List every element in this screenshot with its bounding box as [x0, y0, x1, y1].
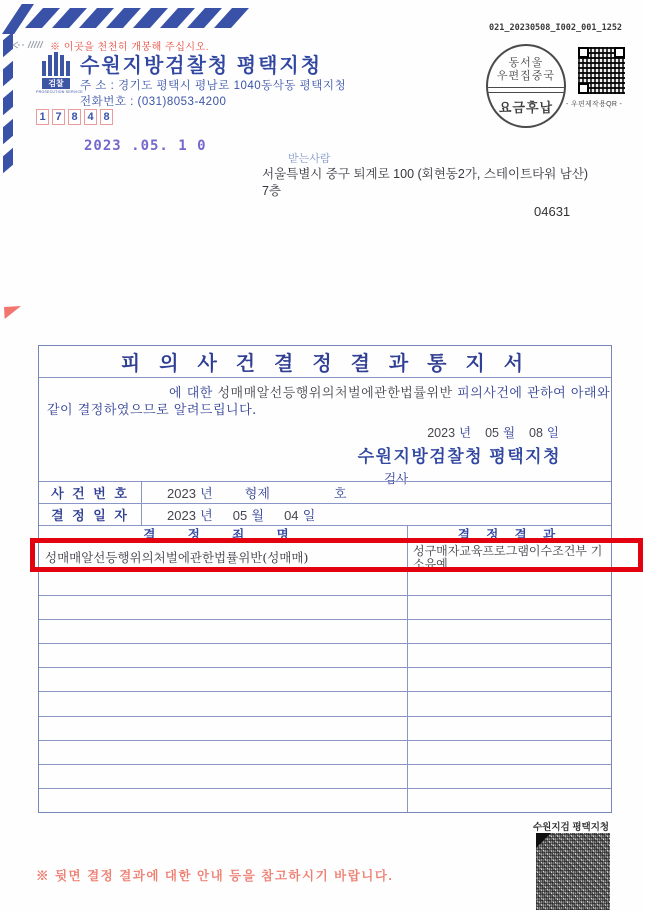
logo-label: 검찰 [42, 78, 70, 89]
issued-date-line [39, 423, 611, 441]
column-header-result: 결 정 결 과 [457, 527, 562, 542]
empty-rows [39, 571, 611, 812]
decision-day: 04 [284, 508, 299, 523]
decision-charge-cell: 성매매알선등행위의처벌에관한법률위반(성매매) [39, 543, 408, 571]
recipient-zipcode: 04631 [534, 204, 571, 219]
decision-date-value [142, 505, 611, 524]
empty-row [39, 764, 611, 788]
logo-bars-icon [36, 52, 76, 76]
empty-row [39, 740, 611, 764]
case-year-unit: 년 [200, 487, 213, 502]
recipient-floor: 7층 [262, 184, 282, 198]
empty-row [39, 595, 611, 619]
decision-date-label: 결 정 일 자 [39, 504, 142, 525]
back-side-warning-note: ※ 뒷면 결정 결과에 대한 안내 등을 참고하시기 바랍니다. [36, 869, 394, 883]
postmark-line2: 우편집중국 [496, 69, 556, 82]
notice-table [38, 345, 612, 813]
postmark-stamp [486, 44, 566, 128]
empty-row [39, 691, 611, 715]
issued-year-unit: 년 [459, 425, 472, 440]
empty-row [39, 643, 611, 667]
postal-digit-box: 8 [68, 109, 81, 125]
recipient-address: 서울특별시 중구 퇴계로 100 (회현동2가, 스테이트타워 남산) [262, 167, 589, 181]
fold-marker-triangle [4, 306, 21, 319]
postmark-divider [488, 87, 564, 93]
logo-sublabel: PROSECUTION SERVICE [36, 90, 83, 94]
qr-caption: - 우편제작용QR - [566, 101, 623, 108]
case-no-unit: 호 [334, 487, 347, 502]
postage-date-stamp: 2023 .05. 1 0 [84, 138, 207, 154]
issued-year: 2023 [427, 426, 456, 440]
postal-qr-code-icon [578, 47, 625, 94]
decision-month: 05 [232, 508, 248, 523]
envelope-stripe [3, 119, 13, 144]
postmark-line1: 동서울 [508, 56, 544, 69]
issued-month-unit: 월 [502, 425, 516, 440]
intro-prefix: 에 대한 [169, 386, 213, 401]
intro-charge: 성매매알선등행위의처벌에관한법률위반 [217, 386, 453, 401]
intro-suffix: 피의사건에 관하여 아래와 [457, 386, 611, 401]
case-year: 2023 [167, 486, 196, 501]
decision-year-unit: 년 [200, 509, 213, 524]
intro-line1 [39, 385, 611, 402]
prosecution-service-logo [36, 52, 83, 94]
notice-title: 피 의 사 건 결 정 결 과 통 지 서 [120, 351, 530, 375]
postal-digit-box: 7 [52, 109, 65, 125]
envelope-stripe [3, 148, 13, 173]
decision-month-unit: 월 [251, 509, 264, 524]
issued-month: 05 [485, 426, 499, 440]
prosecutor-label: 검사 [384, 471, 409, 486]
empty-row [39, 788, 611, 812]
empty-row [39, 667, 611, 691]
empty-row [39, 716, 611, 740]
issued-day: 08 [529, 426, 543, 440]
top-stripes [34, 8, 240, 28]
document-reference-number: 021_20230508_I002_001_1252 [489, 23, 623, 33]
decision-result-cell: 성구매자교육프로그램이수조건부 기소유예 [413, 544, 603, 571]
sender-phone: 전화번호 : (031)8053-4200 [80, 96, 227, 108]
intro-line2: 같이 결정하였으므로 알려드립니다. [47, 403, 257, 418]
decision-day-unit: 일 [302, 509, 316, 524]
case-number-label: 사 건 번 호 [39, 482, 142, 503]
recipient-label: 받는사람 [288, 153, 331, 165]
postal-digit-box: 8 [100, 109, 113, 125]
envelope-corner-stripe [2, 4, 34, 34]
empty-row [39, 619, 611, 643]
notice-intro-cell [39, 377, 611, 486]
postmark-line3: 요금후납 [498, 99, 554, 115]
stamp-corner-triangle [536, 833, 551, 848]
case-number-row [39, 481, 611, 503]
postal-digit-box: 4 [84, 109, 97, 125]
case-number-value [142, 483, 611, 502]
issuing-office: 수원지방검찰청 평택지청 [357, 447, 561, 466]
red-highlight-box [30, 538, 643, 572]
open-instruction-text: ※ 이곳을 천천히 개봉해 주십시오. [50, 41, 209, 53]
case-type: 형제 [244, 487, 270, 502]
decision-date-row [39, 503, 611, 525]
issued-day-unit: 일 [546, 425, 559, 440]
sender-address: 주 소 : 경기도 평택시 평남로 1040동삭동 평택지청 [80, 80, 347, 92]
column-header-charge: 결 정 죄 명 [39, 526, 408, 542]
envelope-stripe [3, 90, 13, 115]
decision-year: 2023 [167, 508, 196, 523]
empty-row [39, 571, 611, 595]
office-stamp-barcode [536, 833, 610, 910]
envelope-stripe [3, 61, 13, 86]
postal-code-boxes [36, 109, 113, 125]
left-stripes [3, 36, 13, 169]
sender-office-name: 수원지방검찰청 평택지청 [80, 55, 323, 77]
postal-digit-box: 1 [36, 109, 49, 125]
office-stamp-label: 수원지검 평택지청 [533, 822, 610, 833]
